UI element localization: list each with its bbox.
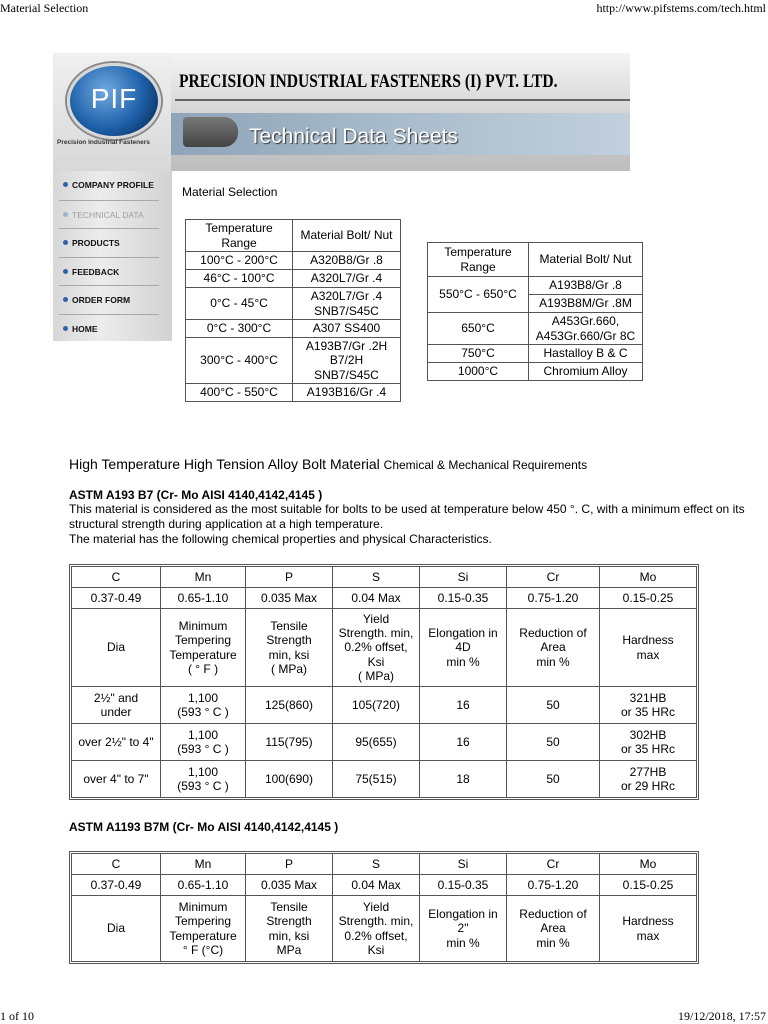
- chem-header: Si: [420, 854, 507, 875]
- logo-caption: Precision Industrial Fasteners: [57, 139, 150, 146]
- cell-reduction: 50: [507, 687, 600, 724]
- cell-material: A453Gr.660, A453Gr.660/Gr 8C: [529, 313, 643, 345]
- logo-text: PIF: [90, 83, 138, 114]
- cell-elongation: 16: [420, 687, 507, 724]
- cell-temp: 0°C - 300°C: [186, 320, 293, 338]
- nav-item-feedback[interactable]: [63, 267, 119, 277]
- nav-item-technical-data[interactable]: [63, 210, 144, 220]
- cell-hardness: 321HB or 35 HRc: [600, 687, 697, 724]
- mech-header: Hardness max: [600, 609, 697, 687]
- cell-tensile: 125(860): [246, 687, 333, 724]
- cell-tempering: 1,100 (593 ° C ): [161, 761, 246, 798]
- chem-value: 0.65-1.10: [161, 588, 246, 609]
- cell-material: A193B16/Gr .4: [293, 384, 401, 402]
- chem-value: 0.035 Max: [246, 875, 333, 896]
- bullet-icon: [63, 182, 68, 187]
- cell-hardness: 302HB or 35 HRc: [600, 724, 697, 761]
- chem-header: S: [333, 854, 420, 875]
- chem-value: 0.035 Max: [246, 588, 333, 609]
- chem-value: 0.15-0.35: [420, 588, 507, 609]
- alloy-heading: [69, 456, 587, 472]
- nav-divider: [59, 200, 159, 201]
- nav-item-home[interactable]: [63, 324, 98, 334]
- cell-tensile: 115(795): [246, 724, 333, 761]
- cell-material: A193B8/Gr .8: [529, 277, 643, 295]
- nav-item-order-form[interactable]: [63, 295, 130, 305]
- nav-divider: [59, 228, 159, 229]
- mech-header: Reduction of Area min %: [507, 896, 600, 962]
- header-material: Material Bolt/ Nut: [529, 243, 643, 277]
- bullet-icon: [63, 297, 68, 302]
- chem-header: P: [246, 567, 333, 588]
- material-selection-title: Material Selection: [182, 185, 278, 199]
- print-datetime: 19/12/2018, 17:57: [677, 1009, 766, 1023]
- mech-header: Minimum Tempering Temperature ( ° F ): [161, 609, 246, 687]
- astm-b7m-table-clip: [69, 851, 701, 965]
- chem-value: 0.15-0.25: [600, 588, 697, 609]
- section-title: Technical Data Sheets: [249, 125, 458, 148]
- cell-elongation: 18: [420, 761, 507, 798]
- cell-dia: over 2½" to 4": [72, 724, 161, 761]
- chem-header: C: [72, 567, 161, 588]
- cell-temp: 750°C: [428, 345, 529, 363]
- cell-hardness: 277HB or 29 HRc: [600, 761, 697, 798]
- table-row: [72, 761, 697, 798]
- material-selection-table-left: [185, 219, 401, 402]
- cell-tensile: 100(690): [246, 761, 333, 798]
- chem-header: Cr: [507, 854, 600, 875]
- cell-material: A320L7/Gr .4 SNB7/S45C: [293, 288, 401, 320]
- cell-elongation: 16: [420, 724, 507, 761]
- material-selection-table-right: [427, 242, 643, 381]
- chem-header: C: [72, 854, 161, 875]
- mech-header: Yield Strength. min, 0.2% offset, Ksi: [333, 896, 420, 962]
- table-row: [72, 687, 697, 724]
- mech-header: Hardness max: [600, 896, 697, 962]
- header-temperature-range: Temperature Range: [428, 243, 529, 277]
- chem-value: 0.15-0.25: [600, 875, 697, 896]
- nav-item-company-profile[interactable]: [63, 180, 154, 190]
- chem-header: Mo: [600, 854, 697, 875]
- nav-item-label: PRODUCTS: [72, 238, 120, 248]
- chem-value: 0.04 Max: [333, 875, 420, 896]
- astm-b7m-table: [71, 853, 697, 962]
- cell-material: A307 SS400: [293, 320, 401, 338]
- nav-item-label: HOME: [72, 324, 98, 334]
- nav-item-label: ORDER FORM: [72, 295, 131, 305]
- cell-tempering: 1,100 (593 ° C ): [161, 687, 246, 724]
- cell-temp: 46°C - 100°C: [186, 270, 293, 288]
- cell-material: A320L7/Gr .4: [293, 270, 401, 288]
- nav-divider: [59, 257, 159, 258]
- cell-material: A320B8/Gr .8: [293, 252, 401, 270]
- chem-value: 0.37-0.49: [72, 588, 161, 609]
- chem-header: Cr: [507, 567, 600, 588]
- mech-header: Elongation in 4D min %: [420, 609, 507, 687]
- astm-b7-title: ASTM A193 B7 (Cr- Mo AISI 4140,4142,4145 ): [69, 488, 323, 502]
- chem-value: 0.65-1.10: [161, 875, 246, 896]
- nav-item-label: TECHNICAL DATA: [72, 210, 144, 220]
- astm-b7-description: This material is considered as the most suitable for bolts to be used at temperature below 450 °. C, with a minimum effect on its structural strength during application at a high temperature. The material has the following chemical properties and physical Characteristics.: [69, 502, 745, 546]
- mech-header: Yield Strength. min, 0.2% offset, Ksi ( MPa): [333, 609, 420, 687]
- mech-header: Dia: [72, 896, 161, 962]
- cell-material: A193B8M/Gr .8M: [529, 295, 643, 313]
- cell-temp: 0°C - 45°C: [186, 288, 293, 320]
- nav-divider: [59, 314, 159, 315]
- table-row: [72, 724, 697, 761]
- banner-rule: [175, 99, 630, 101]
- astm-b7m-title: ASTM A1193 B7M (Cr- Mo AISI 4140,4142,4145 ): [69, 820, 339, 834]
- astm-b7-table: [71, 566, 697, 798]
- cell-tempering: 1,100 (593 ° C ): [161, 724, 246, 761]
- chem-header: Mn: [161, 567, 246, 588]
- cell-yield: 105(720): [333, 687, 420, 724]
- cell-temp: 400°C - 550°C: [186, 384, 293, 402]
- bullet-icon: [63, 269, 68, 274]
- chem-value: 0.75-1.20: [507, 875, 600, 896]
- alloy-heading-sub: Chemical & Mechanical Requirements: [383, 458, 588, 472]
- logo-area: [53, 53, 171, 171]
- cell-material: Chromium Alloy: [529, 363, 643, 381]
- mech-header: Tensile Strength min, ksi MPa: [246, 896, 333, 962]
- chem-value: 0.37-0.49: [72, 875, 161, 896]
- mech-header: Minimum Tempering Temperature ° F (°C): [161, 896, 246, 962]
- cell-dia: 2½" and under: [72, 687, 161, 724]
- nav-item-products[interactable]: [63, 238, 120, 248]
- cell-temp: 650°C: [428, 313, 529, 345]
- chem-header: S: [333, 567, 420, 588]
- chem-header: Mn: [161, 854, 246, 875]
- cell-material: A193B7/Gr .2H B7/2H SNB7/S45C: [293, 338, 401, 384]
- cell-yield: 95(655): [333, 724, 420, 761]
- chem-header: Mo: [600, 567, 697, 588]
- print-page-number: 1 of 10: [0, 1009, 34, 1023]
- bullet-icon: [63, 212, 68, 217]
- cell-reduction: 50: [507, 724, 600, 761]
- nav-divider: [59, 285, 159, 286]
- mech-header: Reduction of Area min %: [507, 609, 600, 687]
- bullet-icon: [63, 326, 68, 331]
- print-url: http://www.pifstems.com/tech.html: [596, 1, 766, 15]
- cell-material: Hastalloy B & C: [529, 345, 643, 363]
- bullet-icon: [63, 240, 68, 245]
- chem-value: 0.75-1.20: [507, 588, 600, 609]
- cell-dia: over 4" to 7": [72, 761, 161, 798]
- cell-reduction: 50: [507, 761, 600, 798]
- site-banner: [53, 53, 630, 171]
- alloy-heading-main: High Temperature High Tension Alloy Bolt Material: [69, 456, 380, 472]
- chem-header: Si: [420, 567, 507, 588]
- nav-item-label: FEEDBACK: [72, 267, 120, 277]
- cell-temp: 300°C - 400°C: [186, 338, 293, 384]
- chem-value: 0.04 Max: [333, 588, 420, 609]
- print-page-title: Material Selection: [0, 1, 89, 15]
- nav-item-label: COMPANY PROFILE: [72, 180, 154, 190]
- bolt-icon: [183, 117, 238, 147]
- mech-header: Dia: [72, 609, 161, 687]
- mech-header: Tensile Strength min, ksi ( MPa): [246, 609, 333, 687]
- header-material: Material Bolt/ Nut: [293, 220, 401, 252]
- cell-temp: 100°C - 200°C: [186, 252, 293, 270]
- cell-temp: 550°C - 650°C: [428, 277, 529, 313]
- cell-yield: 75(515): [333, 761, 420, 798]
- company-name: PRECISION INDUSTRIAL FASTENERS (I) PVT. LTD.: [179, 71, 558, 92]
- sidebar-nav: [53, 171, 172, 341]
- mech-header: Elongation in 2" min %: [420, 896, 507, 962]
- cell-temp: 1000°C: [428, 363, 529, 381]
- chem-value: 0.15-0.35: [420, 875, 507, 896]
- chem-header: P: [246, 854, 333, 875]
- header-temperature-range: Temperature Range: [186, 220, 293, 252]
